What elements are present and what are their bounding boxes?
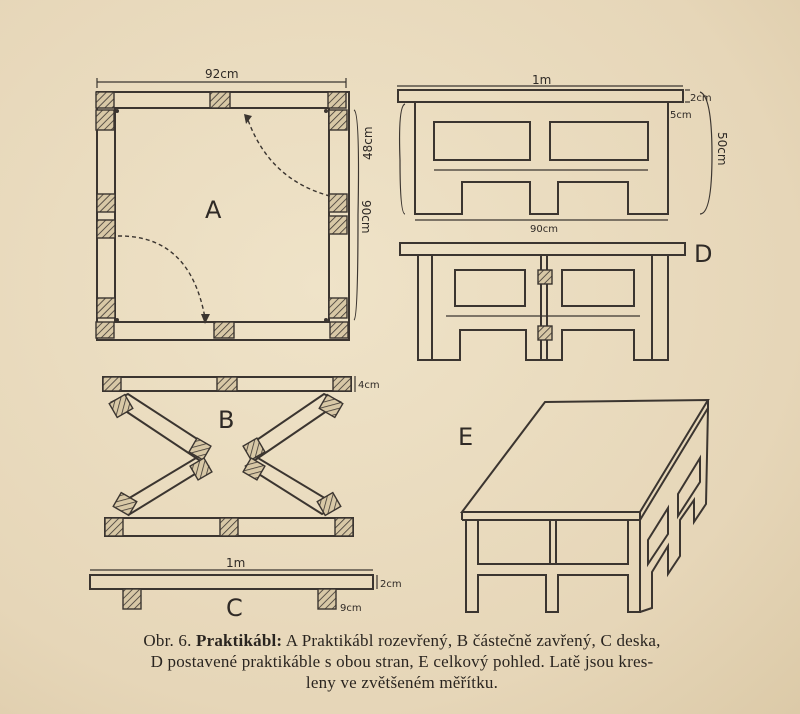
- caption-prefix: Obr. 6.: [143, 631, 192, 650]
- panel-d-letter: D: [694, 240, 713, 268]
- d-board-label: 2cm: [690, 93, 712, 104]
- panel-c-letter: C: [226, 594, 243, 622]
- d-total-height-label: 50cm: [715, 132, 729, 166]
- caption-line-1: [22, 630, 782, 651]
- panel-e-drawing: [462, 400, 708, 612]
- front-view-drawing: [397, 86, 712, 220]
- caption-line-3: leny ve zvětšeném měřítku.: [305, 673, 499, 692]
- c-leg-label: 9cm: [340, 603, 362, 614]
- b-thickness-label: 4cm: [358, 380, 380, 391]
- caption-line-1-text: A Praktikábl rozevřený, B částečně zavřený, C deska,: [285, 631, 661, 650]
- figure-caption: [22, 630, 782, 693]
- panel-a-drawing: [96, 78, 359, 340]
- panel-b-letter: B: [218, 406, 235, 434]
- a-width-label: 92cm: [205, 67, 239, 81]
- panel-d-drawing: [400, 243, 685, 360]
- a-height-label: 90cm: [359, 200, 373, 234]
- panel-e-letter: E: [458, 423, 474, 451]
- caption-line-2: D postavené praktikáble s obou stran, E celkový pohled. Latě jsou kres-: [150, 652, 654, 671]
- caption-title: Praktikábl:: [196, 631, 283, 650]
- d-height-label: 48cm: [361, 126, 375, 160]
- d-inset-label: 5cm: [670, 110, 692, 121]
- d-bottom-width-label: 90cm: [530, 224, 558, 235]
- c-width-label: 1m: [226, 556, 246, 570]
- panel-a-letter: A: [205, 196, 222, 224]
- panel-b-drawing: [103, 376, 355, 536]
- c-board-label: 2cm: [380, 579, 402, 590]
- d-top-width-label: 1m: [532, 73, 552, 87]
